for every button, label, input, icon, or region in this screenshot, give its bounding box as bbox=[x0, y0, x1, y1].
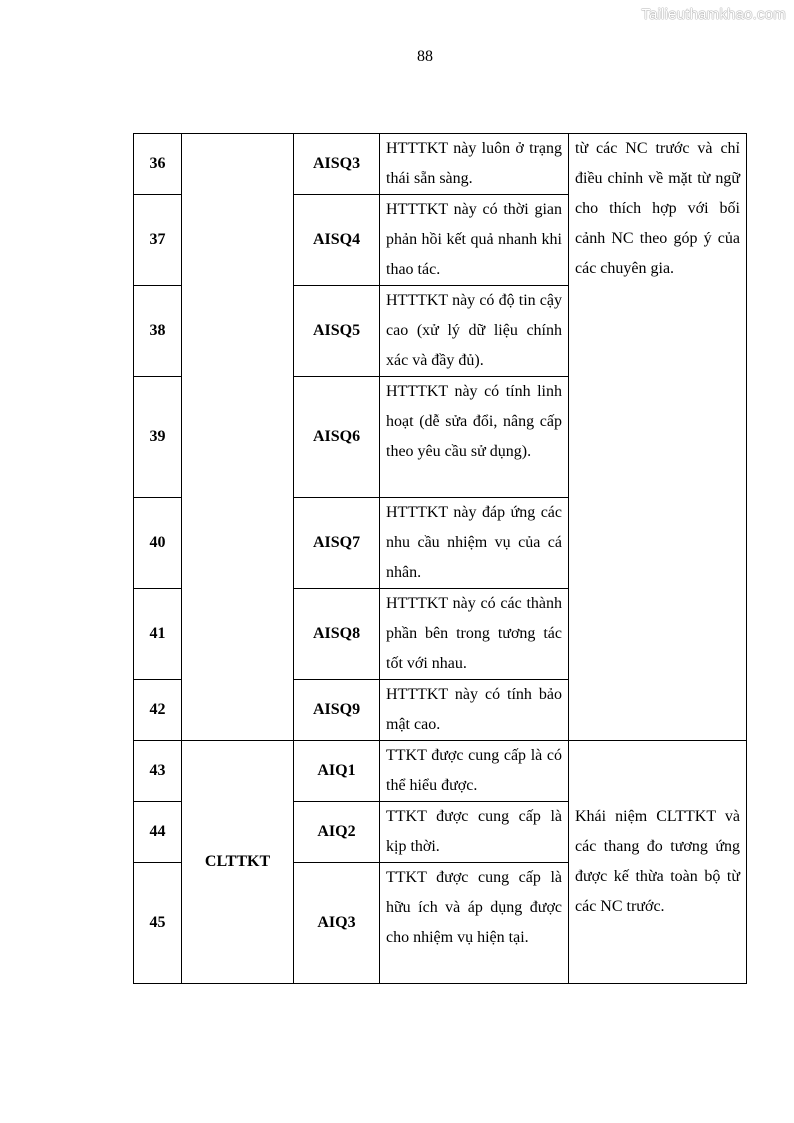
table-row bbox=[134, 741, 747, 802]
item-description: HTTTKT này luôn ở trạng thái sẵn sàng. bbox=[380, 134, 569, 195]
item-code: AIQ3 bbox=[294, 863, 380, 984]
item-code: AISQ9 bbox=[294, 680, 380, 741]
row-number: 44 bbox=[134, 802, 182, 863]
item-code: AISQ8 bbox=[294, 589, 380, 680]
row-number: 36 bbox=[134, 134, 182, 195]
item-description: HTTTKT này có độ tin cậy cao (xử lý dữ liệu chính xác và đầy đủ). bbox=[380, 286, 569, 377]
row-number: 42 bbox=[134, 680, 182, 741]
item-description: HTTTKT này có các thành phần bên trong tương tác tốt với nhau. bbox=[380, 589, 569, 680]
item-code: AIQ1 bbox=[294, 741, 380, 802]
item-description: HTTTKT này có thời gian phản hồi kết quả nhanh khi thao tác. bbox=[380, 195, 569, 286]
item-description: HTTTKT này có tính linh hoạt (dễ sửa đổi, nâng cấp theo yêu cầu sử dụng). bbox=[380, 377, 569, 498]
table-row bbox=[134, 134, 747, 195]
item-code: AISQ7 bbox=[294, 498, 380, 589]
row-number: 43 bbox=[134, 741, 182, 802]
item-code: AISQ5 bbox=[294, 286, 380, 377]
row-number: 37 bbox=[134, 195, 182, 286]
row-number: 40 bbox=[134, 498, 182, 589]
item-code: AISQ3 bbox=[294, 134, 380, 195]
row-number: 41 bbox=[134, 589, 182, 680]
item-description: TTKT được cung cấp là kịp thời. bbox=[380, 802, 569, 863]
source-note-aisq: từ các NC trước và chỉ điều chỉnh về mặt từ ngữ cho thích hợp với bối cảnh NC theo góp ý của các chuyên gia. bbox=[569, 134, 747, 741]
item-description: TTKT được cung cấp là có thể hiểu được. bbox=[380, 741, 569, 802]
item-description: HTTTKT này có tính bảo mật cao. bbox=[380, 680, 569, 741]
item-code: AIQ2 bbox=[294, 802, 380, 863]
page-number: 88 bbox=[417, 48, 433, 65]
item-description: TTKT được cung cấp là hữu ích và áp dụng được cho nhiệm vụ hiện tại. bbox=[380, 863, 569, 984]
group-cell-aisq bbox=[182, 134, 294, 741]
item-code: AISQ4 bbox=[294, 195, 380, 286]
source-note-cltt: Khái niệm CLTTKT và các thang đo tương ứng được kế thừa toàn bộ từ các NC trước. bbox=[569, 741, 747, 984]
item-description: HTTTKT này đáp ứng các nhu cầu nhiệm vụ của cá nhân. bbox=[380, 498, 569, 589]
row-number: 39 bbox=[134, 377, 182, 498]
row-number: 38 bbox=[134, 286, 182, 377]
item-code: AISQ6 bbox=[294, 377, 380, 498]
row-number: 45 bbox=[134, 863, 182, 984]
scale-table bbox=[133, 133, 747, 984]
group-label-cltt: CLTTKT bbox=[182, 741, 294, 984]
watermark: Tailieuthamkhao.com bbox=[641, 6, 786, 23]
